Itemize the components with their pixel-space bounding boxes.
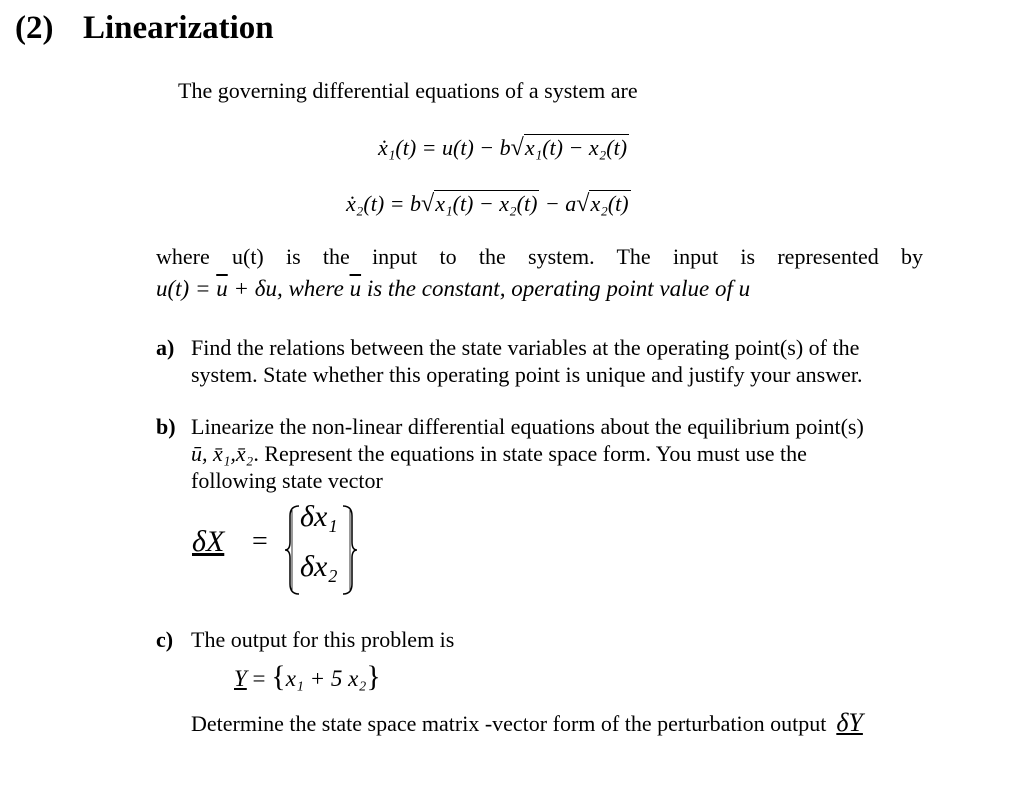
u-bar: $\overline{u}$ [216,276,228,301]
where-line-2: $u(t) = \overline{u} + \delta u$, where $\overline{u}$ is the constant, operating point value of u [156,276,751,301]
equation-1-lhs: ẋ₁(t) = u(t) − b [378,135,511,160]
intro-text: The governing differential equations of a system are [178,78,638,103]
state-vector-equals: = [252,526,268,557]
equation-2-radicand-2: x₂(t) [590,191,629,216]
section-heading [15,10,274,47]
where-line-1: where u(t) is the input to the system. The input is represented by [156,244,923,269]
part-b-label: b) [156,414,176,439]
equation-1: ẋ₁(t) = u(t) − b√x₁(t) − x₂(t) [378,135,628,161]
equation-2-mid: − a [539,191,577,216]
equation-1-radicand: x₁(t) − x₂(t) [524,135,628,160]
state-vector-lhs: δX [192,525,225,558]
part-b-line-1: Linearize the non-linear differential equations about the equilibrium point(s) [191,414,864,439]
section-number: (2) [15,10,54,46]
part-c-line-1: The output for this problem is [191,627,455,652]
part-b-line-2: ū, x̄₁,x̄₂. Represent the equations in state space form. You must use the [191,441,807,466]
state-vector-entry-2: δx₂ [300,550,338,583]
equation-2: ẋ₂(t) = b√x₁(t) − x₂(t) − a√x₂(t) [346,191,629,217]
part-a-line-2: system. State whether this operating point is unique and justify your answer. [191,362,863,387]
part-c-line-2: Determine the state space matrix -vector form of the perturbation output δY [191,708,863,737]
part-c-label: c) [156,627,174,652]
part-b-line-3: following state vector [191,468,383,493]
output-rhs: x₁ + 5 x₂ [285,666,367,691]
equilibrium-vars: ū, x̄₁,x̄₂ [191,441,254,466]
section-title: Linearization [83,10,274,46]
part-a-label: a) [156,335,175,360]
equation-2-lhs: ẋ₂(t) = b [346,191,422,216]
output-lhs: Y [234,666,247,691]
part-a-line-1: Find the relations between the state variables at the operating point(s) of the [191,335,860,360]
equation-2-radicand-1: x₁(t) − x₂(t) [435,191,538,216]
output-equation: Y = {x₁ + 5 x₂} [234,660,381,693]
u-bar: $\overline{u}$ [349,276,362,301]
delta-y: δY [836,708,863,737]
state-vector-entry-1: δx₁ [300,500,338,533]
